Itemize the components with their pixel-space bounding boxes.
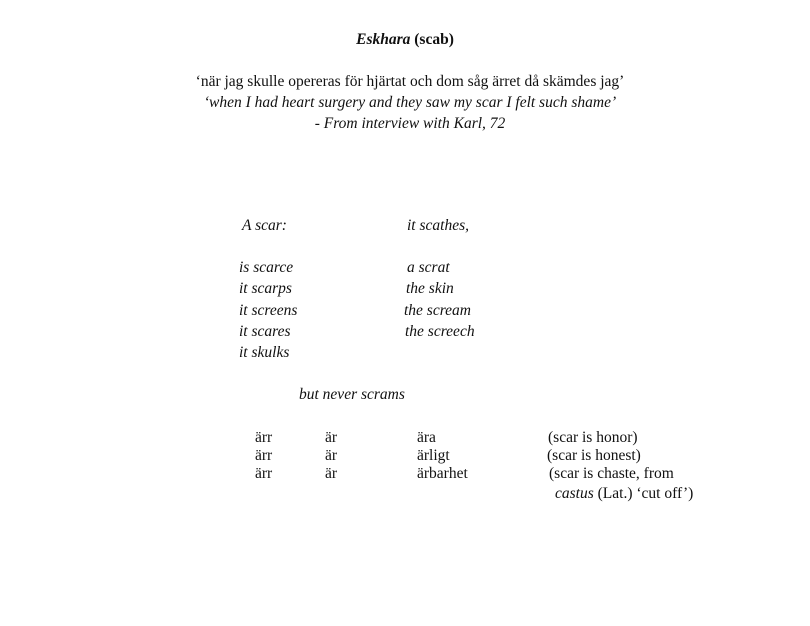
wordplay-cell: (scar is honest) — [547, 447, 641, 464]
poem-left-head: A scar: — [242, 217, 287, 234]
wordplay-cell: ärr — [255, 465, 273, 482]
poem-right-line: the skin — [406, 280, 454, 297]
poem-right-line: the screech — [405, 323, 475, 340]
wordplay-note — [555, 485, 693, 503]
wordplay-cell: ära — [417, 429, 436, 446]
poem-left-line: it scares — [239, 323, 291, 340]
poem-closing: but never scrams — [299, 386, 405, 403]
poem-left-line: it scarps — [239, 280, 292, 297]
wordplay-cell: (scar is honor) — [548, 429, 638, 446]
wordplay-cell: ärr — [255, 447, 273, 464]
poem-right-head: it scathes, — [407, 217, 469, 234]
wordplay-cell: (scar is chaste, from — [549, 465, 674, 482]
wordplay-cell: är — [325, 465, 338, 482]
page-title — [0, 31, 810, 49]
poem-left-line: it skulks — [239, 344, 290, 361]
poem-right-line: the scream — [404, 302, 472, 319]
epigraph-source: - From interview with Karl, 72 — [314, 115, 506, 132]
poem-left-line: is scarce — [239, 259, 294, 276]
poem-right-line: a scrat — [407, 259, 450, 276]
poem-left-line: it screens — [239, 302, 298, 319]
title-sub: (scab) — [414, 31, 454, 48]
wordplay-cell: ärligt — [417, 447, 450, 464]
wordplay-cell: ärr — [255, 429, 273, 446]
wordplay-cell: är — [325, 429, 338, 446]
wordplay-cell: är — [325, 447, 338, 464]
epigraph-swedish: ‘när jag skulle opereras för hjärtat och dom såg ärret då skämdes jag’ — [195, 73, 625, 90]
wordplay-note-rest: (Lat.) ‘cut off’) — [593, 485, 694, 502]
wordplay-cell: ärbarhet — [417, 465, 468, 482]
title-main: Eskhara — [356, 31, 411, 48]
wordplay-note-latin: castus — [555, 485, 594, 502]
epigraph-english: ‘when I had heart surgery and they saw my scar I felt such shame’ — [203, 94, 617, 111]
